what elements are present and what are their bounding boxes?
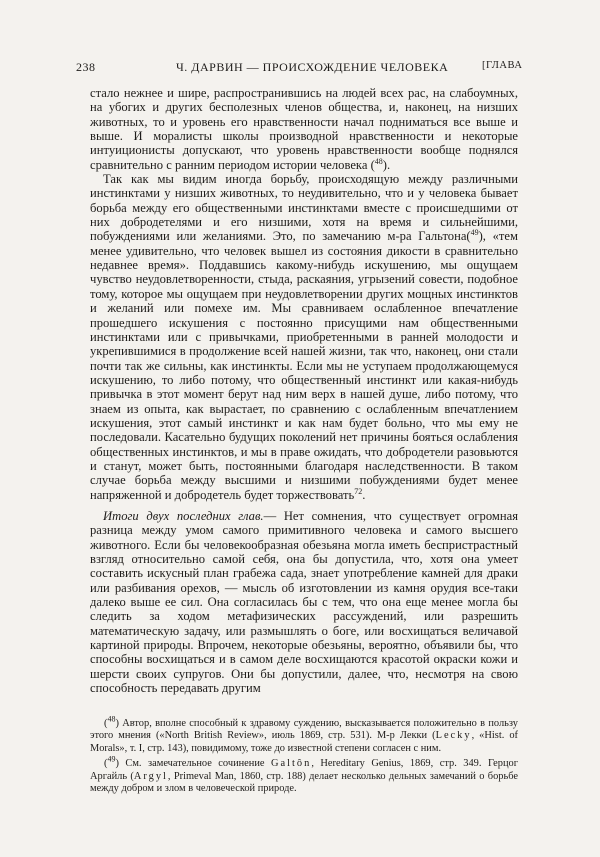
section-heading: Итоги двух последних глав. <box>103 508 264 523</box>
footnote-49-text-c: , Primeval Man, 1860, стр. 188) делает несколько дельных замечаний о борьбе между добром и злом в человеческой природе. <box>90 770 518 795</box>
footnote-49-marker: 49 <box>107 754 116 764</box>
footnote-48-text-b: , «Hist. of Morals», т. I, стр. 143), повидимому, тоже до известной степени согласен с ним. <box>90 730 518 754</box>
paragraph-2-end: . <box>362 487 366 502</box>
footnote-48: ($^{48}$) Автор, вполне способный к здравому суждению, высказывается положительно в пользу этого мнения («North British Review», июль 1869, стр. 531). М-р Лекки (Lecky, «Hist. of Morals», т. I, стр. 143), повидимому, тоже до известной степени согласен с ним. <box>90 714 518 754</box>
paragraph-1-tail: ). <box>382 157 391 172</box>
footnote-48-text-a: Автор, вполне способный к здравому суждению, высказывается положительно в пользу этого мнения («North British Review», июль 1869, стр. 531). М-р Лекки ( <box>90 718 518 742</box>
footnote-48-marker: 48 <box>107 714 116 724</box>
footnote-49-author-2: Argyl <box>133 770 168 782</box>
endnote-ref-72[interactable]: 72 <box>354 486 363 496</box>
paragraph-2 <box>90 172 518 502</box>
paragraph-1 <box>90 86 518 172</box>
footnote-ref-49[interactable]: 49 <box>470 228 479 238</box>
footnote-49-text-b: , Hereditary Genius, 1869, стр. 349. Герцог Аргайль ( <box>90 758 518 782</box>
footnotes <box>90 714 518 798</box>
main-text <box>90 86 518 695</box>
chapter-label: [ГЛАВА <box>482 60 523 71</box>
paragraph-2-text-a: Так как мы видим иногда борьбу, происходящую между различными инстинктами у низших животных, то неудивительно, что и у человека бывает борьба между его общественными инстинктами вместе с происшедшими от них добродетелями и его низшими, хотя на время и сильнейшими, побуждениями или желаниями. Это, по замечанию м-ра Гальтона( <box>90 172 518 244</box>
footnote-49-author-1: Galtôn <box>271 758 312 770</box>
paragraph-3-text: — Нет сомнения, что существует огромная разница между умом самого примитивного человека и самого высшего животного. Если бы человекообразная обезьяна могла иметь беспристрастный взгляд относительно самой себя, она бы допустила, что, хотя она умеет составить искусный план грабежа сада, знает употребление камней для драки или разбивания орехов, — мысль об изготовлении из камня орудия все-таки далеко выше ее сил. Она согласилась бы с тем, что она еще менее могла бы следить за ходом метафизических рассуждений, или разрешить математическую задачу, или размышлять о боге, или восхищаться величавой картиной природы. Впрочем, некоторые обезьяны, вероятно, объявили бы, что способны восхищаться и в самом деле восхищаются красотой окраски кожи и шерсти своих супругов. Они бы допустили, далее, что, несмотря на свою способность передавать другим <box>90 508 518 696</box>
footnote-48-author: Lecky <box>435 730 472 742</box>
footnote-49: ($^{49}$) См. замечательное сочинение Galtôn, Hereditary Genius, 1869, стр. 349. Герцог Аргайль (Argyl, Primeval Man, 1860, стр. 188) делает несколько дельных замечаний о борьбе между добром и злом в человеческой природе. <box>90 754 518 795</box>
footnote-ref-48[interactable]: 48 <box>374 156 383 166</box>
paragraph-3 <box>90 509 518 695</box>
page-number: 238 <box>76 60 96 74</box>
footnote-49-text-a: См. замечательное сочинение <box>118 758 272 770</box>
paragraph-1-text: стало нежнее и шире, распространившись на людей всех рас, на слабоумных, на убогих и других бесполезных членов общества, и, наконец, на низших животных, то и уровень его нравственности начал подниматься все выше и выше. И моралисты школы производной нравственности и некоторые интуиционисты допускают, что уровень нравственности вообще поднялся сравнительно с ранним периодом истории человека ( <box>90 86 518 172</box>
running-title: Ч. ДАРВИН — ПРОИСХОЖДЕНИЕ ЧЕЛОВЕКА <box>176 60 449 74</box>
page-header <box>0 60 600 78</box>
paragraph-2-text-b: ), «тем менее удивительно, что человек вышел из состояния дикости в сравнительно недавнее время». Поддавшись какому-нибудь искушению, мы ощущаем чувство неудовлетворенности, стыда, раскаяния, угрызений совести, подобное тому, которое мы ощущаем при неудовлетворении других мощных инстинктов и желаний или помехе им. Мы сравниваем ослабленное впечатление прошедшего искушения с постоянно присущими нам общественными инстинктами или с привычками, приобретенными в ранней молодости и укрепившимися в продолжение всей нашей жизни, так что, наконец, они стали почти так же сильны, как инстинкты. Если мы не уступаем продолжающемуся искушению, то либо потому, что общественный инстинкт или какая-нибудь привычка в этот момент берут над ним верх в нашей душе, либо потому, что знаем из опыта, как вырастает, по сравнению с ослабленным впечатлением искушения, этот самый инстинкт и как нам будет больно, что мы ему не последовали. Касательно будущих поколений нет причины бояться ослабления общественных инстинктов, и мы в праве ожидать, что добродетели разовьются и станут, может быть, постоянными благодаря наследственности. В таком случае борьба между высшими и низшими побуждениями будет менее напряженной и добродетель будет торжествовать <box>90 229 518 502</box>
